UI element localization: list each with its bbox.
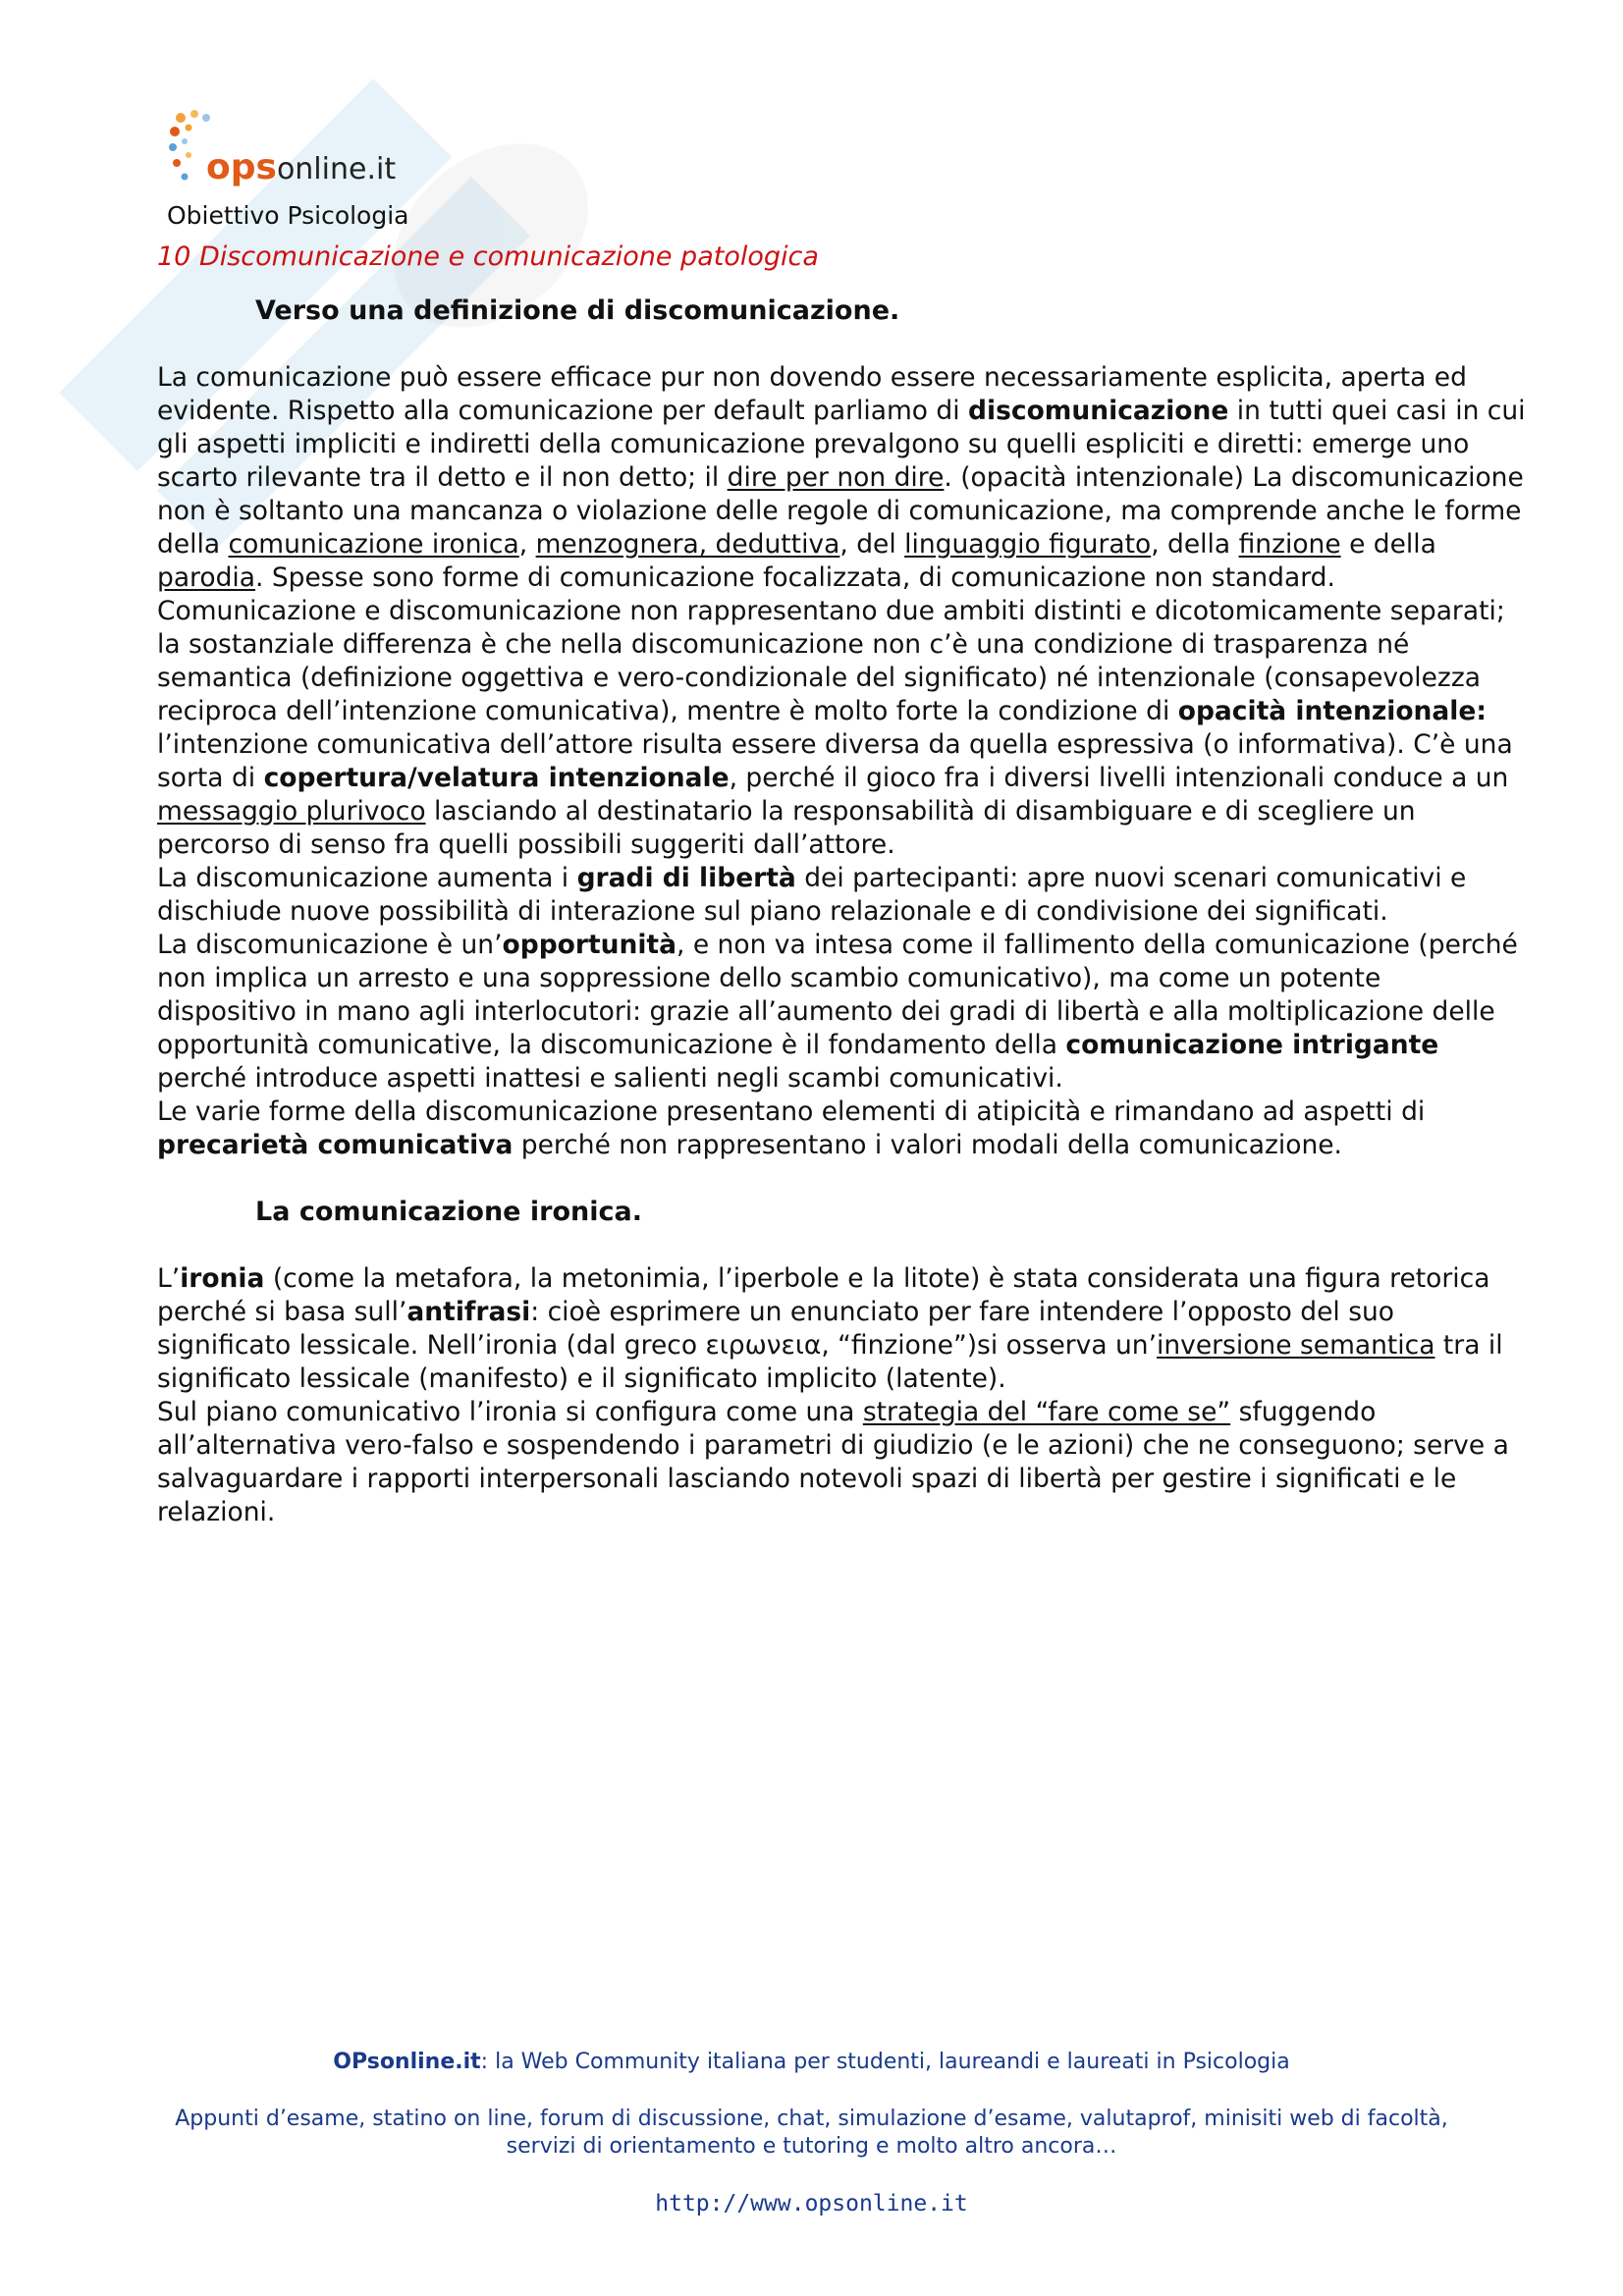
footer-url-link[interactable]: http://www.opsonline.it (655, 2191, 968, 2216)
footer-brand: OPsonline.it (333, 2050, 481, 2074)
paragraph-5: Le varie forme della discomunicazione presentano elementi di atipicità e rimandano ad aspetti di precarietà comunicativa perché non rappresentano i valori modali della comunicazione. (157, 1096, 1426, 1160)
paragraph-3: La discomunicazione aumenta i gradi di libertà dei partecipanti: apre nuovi scenari comunicativi e dischiude nuove possibilità di interazione sul piano relazionale e di condivisione dei significati. (157, 863, 1467, 927)
paragraph-ironia-1: L’ironia (come la metafora, la metonimia, l’iperbole e la litote) è stata considerata una figura retorica perché si basa sull’antifrasi: cioè esprimere un enunciato per fare intendere l’opposto del suo significato lessicale. Nell’ironia (dal greco ειρωνεια, “finzione”)si osserva un’inversione semantica tra il significato lessicale (manifesto) e il significato implicito (latente). (157, 1263, 1503, 1394)
section-heading-definizione: Verso una definizione di discomunicazione. (255, 295, 900, 326)
logo-subtitle: Obiettivo Psicologia (167, 201, 409, 230)
paragraph-1: La comunicazione può essere efficace pur non dovendo essere necessariamente esplicita, aperta ed evidente. Rispetto alla comunicazione per default parliamo di discomunicazione in tutti quei casi in cui gli aspetti impliciti e indiretti della comunicazione prevalgono su quelli espliciti e diretti: emerge uno scarto rilevante tra il detto e il non detto; il dire per non dire. (opacità intenzionale) La discomunicazione non è soltanto una mancanza o violazione delle regole di comunicazione, ma comprende anche le forme della comunicazione ironica, menzognera, deduttiva, del linguaggio figurato, della finzione e della parodia. Spesse sono forme di comunicazione focalizzata, di comunicazione non standard. (157, 362, 1526, 593)
footer-services-line-1: Appunti d’esame, statino on line, forum di discussione, chat, simulazione d’esame, valutaprof, minisiti web di facoltà, (175, 2107, 1448, 2131)
footer-tagline: OPsonline.it: la Web Community italiana per studenti, laureandi e laureati in Psicologia (333, 2050, 1290, 2074)
document-body (157, 294, 1527, 1529)
paragraph-2: Comunicazione e discomunicazione non rappresentano due ambiti distinti e dicotomicamente separati; la sostanziale differenza è che nella discomunicazione non c’è una condizione di trasparenza né semantica (definizione oggettiva e vero-condizionale del significato) né intenzionale (consapevolezza reciproca dell’intenzione comunicativa), mentre è molto forte la condizione di opacità intenzionale: l’intenzione comunicativa dell’attore risulta essere diversa da quella espressiva (o informativa). C’è una sorta di copertura/velatura intenzionale, perché il gioco fra i diversi livelli intenzionali conduce a un messaggio plurivoco lasciando al destinatario la responsabilità di disambiguare e di scegliere un percorso di senso fra quelli possibili suggeriti dall’attore. (157, 596, 1513, 860)
paragraph-4: La discomunicazione è un’opportunità, e non va intesa come il fallimento della comunicazione (perché non implica un arresto e una soppressione dello scambio comunicativo), ma come un potente dispositivo in mano agli interlocutori: grazie all’aumento dei gradi di libertà e alla moltiplicazione delle opportunità comunicative, la discomunicazione è il fondamento della comunicazione intrigante perché introduce aspetti inattesi e salienti negli scambi comunicativi. (157, 930, 1518, 1094)
logo-online-text: online.it (276, 152, 397, 187)
opsonline-logo (167, 108, 481, 236)
section-heading-ironica: La comunicazione ironica. (255, 1197, 642, 1227)
logo-wordmark (206, 147, 396, 187)
document-title: 10 Discomunicazione e comunicazione patologica (157, 241, 819, 272)
logo-ops-text: ops (206, 147, 277, 187)
footer-services-line-2: servizi di orientamento e tutoring e molto altro ancora… (506, 2134, 1117, 2159)
paragraph-ironia-2: Sul piano comunicativo l’ironia si configura come una strategia del “fare come se” sfuggendo all’alternativa vero-falso e sospendendo i parametri di giudizio (e le azioni) che ne conseguono; serve a salvaguardare i rapporti interpersonali lasciando notevoli spazi di libertà per gestire i significati e le relazioni. (157, 1397, 1509, 1527)
